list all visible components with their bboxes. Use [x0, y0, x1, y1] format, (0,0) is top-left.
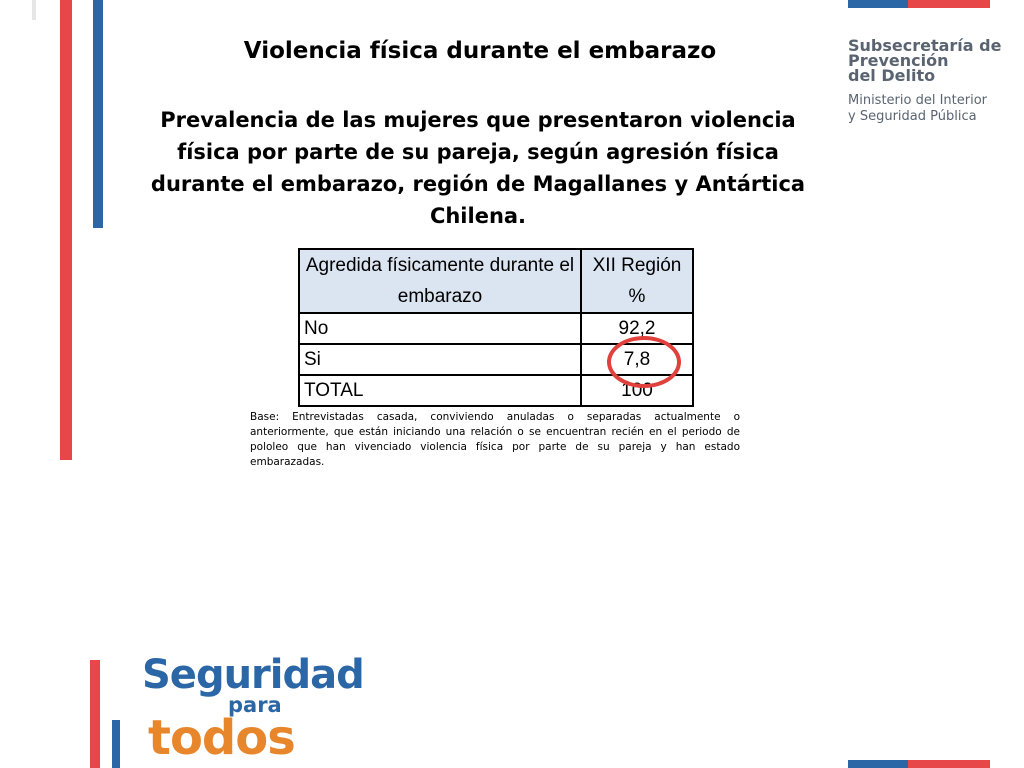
org-logo	[848, 38, 1001, 125]
campaign-logo	[142, 652, 364, 766]
org-name-line-3: del Delito	[848, 66, 936, 85]
row-value: 100	[581, 375, 693, 406]
decor-corner-bottom-red	[908, 760, 990, 768]
org-name-line-1: Subsecretaría de	[848, 36, 1002, 55]
decor-corner-top-red	[908, 0, 990, 8]
decor-stripe-blue-top	[93, 0, 103, 228]
decor-stripe-red-bottom	[90, 660, 100, 768]
row-value: 7,8	[581, 344, 693, 375]
page-title: Violencia física durante el embarazo	[243, 38, 717, 64]
table-header-region: XII Región %	[581, 249, 693, 313]
table-header-row	[299, 249, 693, 313]
decor-stripe-red-top	[60, 0, 72, 460]
logo-word-para: para	[228, 693, 282, 717]
ministry-line-2: y Seguridad Pública	[848, 109, 977, 124]
decor-stripe-blue-bottom	[112, 720, 120, 768]
page-subtitle: Prevalencia de las mujeres que presentaron violencia física por parte de su pareja, según agresión física durante el embarazo, región de Magallanes y Antártica Chilena.	[150, 108, 806, 228]
base-note: Base: Entrevistadas casada, conviviendo anuladas o separadas actualmente o anteriormente, que están iniciando una relación o se encuentran recién en el periodo de pololeo que han vivenciado violencia física por parte de su pareja y han estado embarazadas.	[250, 411, 740, 468]
logo-word-seguridad: Seguridad	[142, 652, 364, 698]
row-value: 92,2	[581, 313, 693, 344]
table-header-category: Agredida físicamente durante el embarazo	[299, 249, 581, 313]
row-label: Si	[299, 344, 581, 375]
row-label: TOTAL	[299, 375, 581, 406]
highlight-circle	[607, 336, 681, 388]
row-label: No	[299, 313, 581, 344]
org-name-line-2: Prevención	[848, 51, 949, 70]
ministry-line-1: Ministerio del Interior	[848, 93, 988, 108]
decor-corner-top-blue	[848, 0, 908, 8]
decor-corner-bottom-blue	[848, 760, 908, 768]
logo-word-todos: todos	[148, 710, 295, 766]
decor-stripe-gray-top	[32, 0, 36, 20]
